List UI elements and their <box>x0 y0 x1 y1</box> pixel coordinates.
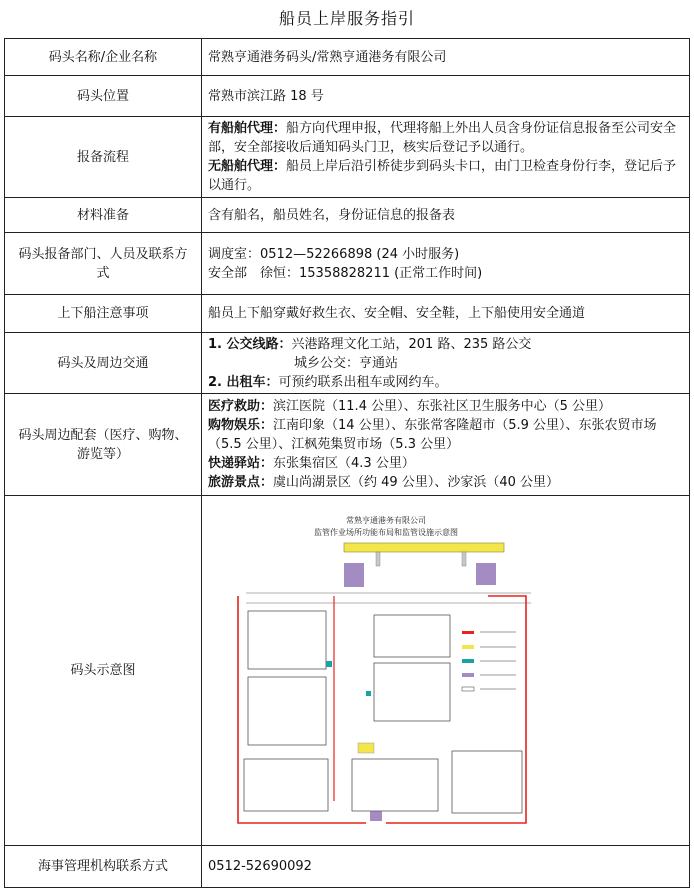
gate-left <box>344 563 364 587</box>
contact-security: 安全部 徐恒：15358828211 (正常工作时间) <box>208 265 483 281</box>
traffic-bus-head: 1. 公交线路： <box>208 336 292 352</box>
value-materials: 含有船名，船员姓名，身份证信息的报备表 <box>202 198 690 233</box>
map-heading-layout: 监管作业场所功能布局和监管设施示意图 <box>314 527 458 537</box>
value-contact <box>202 233 690 295</box>
camera-marker-2 <box>366 691 371 696</box>
label-map: 码头示意图 <box>5 496 202 846</box>
traffic-rural-bus: 城乡公交：亨通站 <box>294 355 399 371</box>
office-marker <box>358 743 374 753</box>
facility-express-text: 东张集宿区（4.3 公里） <box>273 456 415 471</box>
process-agent-head: 有船舶代理： <box>208 121 287 136</box>
traffic-taxi-text: 可预约联系出租车或网约车。 <box>278 374 448 390</box>
warehouse-w1 <box>244 759 328 811</box>
row-name <box>5 39 690 76</box>
jetty-berth <box>344 543 504 552</box>
facility-tourism-head: 旅游景点： <box>208 475 274 490</box>
row-facilities <box>5 394 690 496</box>
contact-dispatch: 调度室：0512—52266898 (24 小时服务) <box>208 246 460 262</box>
label-traffic: 码头及周边交通 <box>5 333 202 394</box>
warehouse-w2 <box>352 759 438 811</box>
facility-medical-text: 滨江医院（11.4 公里）、东张社区卫生服务中心（5 公里） <box>273 399 611 414</box>
guide-table <box>4 38 690 888</box>
row-maritime <box>5 846 690 888</box>
row-contact <box>5 233 690 295</box>
yard-c <box>452 751 522 813</box>
traffic-bus-text: 兴港路理文化工站，201 路、235 路公交 <box>291 336 532 352</box>
value-maritime: 0512-52690092 <box>202 846 690 888</box>
value-map <box>202 496 690 846</box>
facility-tourism-text: 虞山尚湖景区（约 49 公里）、沙家浜（40 公里） <box>273 475 559 490</box>
facility-shopping-head: 购物娱乐： <box>208 418 274 433</box>
access-bridge-left <box>376 552 380 566</box>
label-process: 报备流程 <box>5 117 202 198</box>
row-location <box>5 76 690 117</box>
gate-right <box>476 563 496 585</box>
label-name: 码头名称/企业名称 <box>5 39 202 76</box>
facility-medical-head: 医疗救助： <box>208 399 274 414</box>
row-process <box>5 117 690 198</box>
value-traffic <box>202 333 690 394</box>
row-traffic <box>5 333 690 394</box>
yard-b1 <box>374 663 450 721</box>
process-agent-text: 船方向代理申报，代理将船上外出人员含身份证信息报备至公司安全部，安全部接收后通知码头门卫，核实后登记予以通行。 <box>208 121 677 155</box>
label-contact: 码头报备部门、人员及联系方式 <box>5 233 202 295</box>
yard-a2 <box>248 611 326 669</box>
map-legend <box>462 631 516 691</box>
access-bridge-right <box>462 552 466 566</box>
value-location: 常熟市滨江路 18 号 <box>202 76 690 117</box>
main-gate <box>370 811 382 821</box>
camera-marker-1 <box>326 661 332 667</box>
value-name: 常熟亨通港务码头/常熟亨通港务有限公司 <box>202 39 690 76</box>
row-materials <box>5 198 690 233</box>
page-title: 船员上岸服务指引 <box>278 9 415 28</box>
route-left <box>238 596 366 823</box>
value-process <box>202 117 690 198</box>
process-noagent-head: 无船舶代理： <box>208 159 287 174</box>
label-facilities: 码头周边配套（医疗、购物、游览等） <box>5 394 202 496</box>
label-location: 码头位置 <box>5 76 202 117</box>
yard-b2 <box>374 615 450 657</box>
route-right <box>386 596 526 823</box>
map-heading-company: 常熟亨通港务有限公司 <box>346 515 426 525</box>
terminal-layout-map <box>226 511 552 831</box>
label-notice: 上下船注意事项 <box>5 295 202 333</box>
layout-diagram <box>226 511 552 831</box>
facility-express-head: 快递驿站： <box>208 456 274 471</box>
row-notice <box>5 295 690 333</box>
value-notice: 船员上下船穿戴好救生衣、安全帽、安全鞋，上下船使用安全通道 <box>202 295 690 333</box>
label-materials: 材料准备 <box>5 198 202 233</box>
yard-a1 <box>248 677 326 745</box>
value-facilities <box>202 394 690 496</box>
process-noagent-text: 船员上岸后沿引桥徒步到码头卡口，由门卫检查身份行李，登记后予以通行。 <box>208 159 677 193</box>
traffic-taxi-head: 2. 出租车： <box>208 374 279 390</box>
row-map <box>5 496 690 846</box>
facility-shopping-text: 江南印象（14 公里）、东张常客隆超市（5.9 公里）、东张农贸市场（5.5 公里）、江枫苑集贸市场（5.3 公里） <box>208 418 657 452</box>
label-maritime: 海事管理机构联系方式 <box>5 846 202 888</box>
